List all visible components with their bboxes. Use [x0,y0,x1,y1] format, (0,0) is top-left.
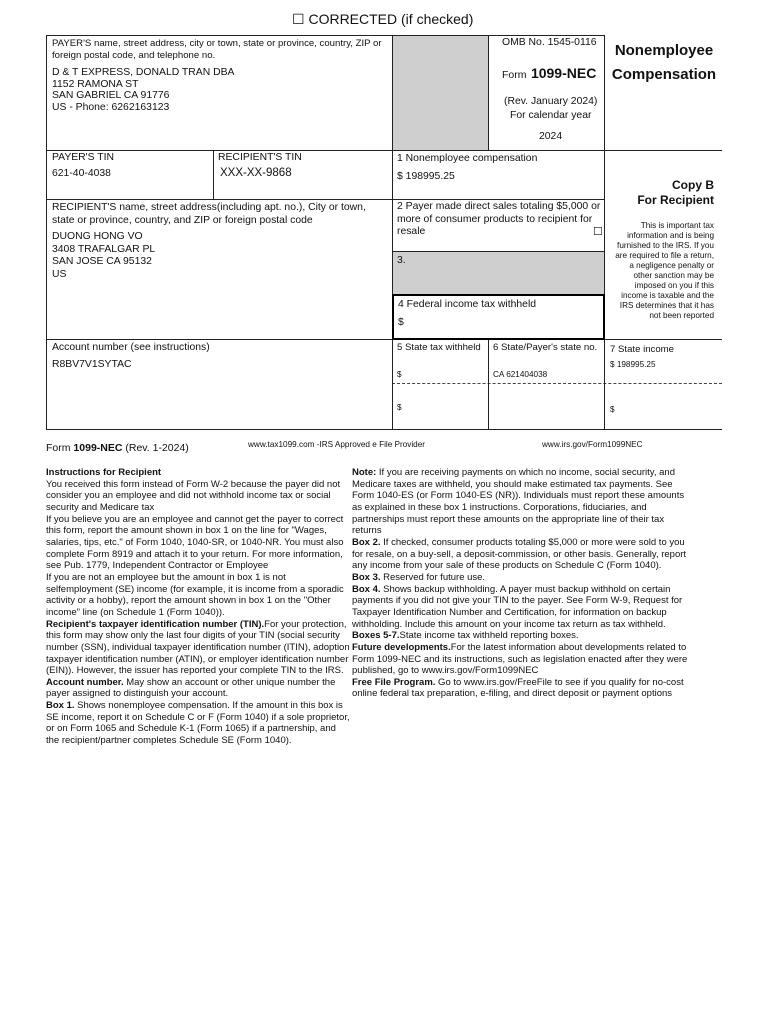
recipient-tin-label: RECIPIENT'S TIN [218,152,302,163]
account-label: Account number (see instructions) [52,342,210,353]
account-value: R8BV7V1SYTAC [52,359,132,370]
corrected-label: CORRECTED (if checked) [308,11,474,27]
instructions-right [352,467,692,700]
instruction-paragraph: If you are not an employee but the amount in box 1 is not selfemployment (SE) income (for example, it is income from a sporadic activity or a hobby), report the amount shown in box 1 on the "Other income" line (on Schedule 1 (Form 1040)). [46,571,344,618]
payer-line: D & T EXPRESS, DONALD TRAN DBA [52,67,235,78]
recipient-line: DUONG HONG VO [52,231,143,242]
calendar-year: 2024 [539,131,563,142]
instruction-paragraph: You received this form instead of Form W-2 because the payer did not consider you an employee and did not withhold income tax or social security and Medicare tax [46,478,341,513]
payer-block [52,67,234,114]
box6-label: 6 State/Payer's state no. [493,342,598,353]
box7-value1: $ 198995.25 [610,360,656,369]
recipient-tin-value: XXX-XX-9868 [220,167,292,179]
instruction-paragraph: Box 2. If checked, consumer products totaling $5,000 or more were sold to you for resale, on a buy-sell, a deposit-commission, or other basis. Generally, report any income from your sale of these products on Schedule C (Form 1040). [352,536,687,572]
instruction-paragraph: If you believe you are an employee and cannot get the payer to correct this form, report the amount shown in box 1 on the line for "Wages, salaries, tips, etc." of Form 1040, 1040-SR, or 1040-NR. You must also complete Form 8919 and attach it to your return. For more information, see Pub. 1779, Independent Contractor or Employee [46,513,344,572]
recipient-line: 3408 TRAFALGAR PL [52,243,156,255]
form-title [606,39,722,87]
instruction-paragraph: Account number. May show an account or other unique number the payer assigned to distinguish your account. [46,676,336,700]
footer-irs-link[interactable]: www.irs.gov/Form1099NEC [542,440,643,449]
instruction-paragraph: Recipient's taxpayer identification number (TIN).For your protection, this form may show only the last four digits of your TIN (social security number (SSN), individual taxpayer identification number (ITIN), adoption taxpayer identification number (ATIN), or employer identification number (EIN)). However, the issuer has reported your complete TIN to the IRS. [46,618,350,677]
copy-title-line1: Copy B [672,178,714,192]
recipient-label: RECIPIENT'S name, street address(including apt. no.), City or town, state or province, country, and ZIP or foreign postal code [52,202,366,226]
box1-label: 1 Nonemployee compensation [397,153,538,164]
calendar-year-label: For calendar year [510,110,592,121]
instructions-left [46,467,350,747]
box2-label: 2 Payer made direct sales totaling $5,000 or more of consumer products to recipient for resale [397,201,601,237]
box5-label: 5 State tax withheld [397,342,481,353]
footer-provider: www.tax1099.com -IRS Approved e File Provider [248,440,426,449]
copy-title [606,178,714,208]
payer-line: US - Phone: 6262163123 [52,101,170,113]
box3-shaded [392,251,604,295]
copy-title-line2: For Recipient [637,193,714,207]
omb-number: OMB No. 1545-0116 [502,37,597,48]
instruction-paragraph: Box 3. Reserved for future use. [352,571,486,583]
corrected-checkbox[interactable]: ☐ [292,11,305,27]
title-line1: Nonemployee [614,42,714,59]
instruction-paragraph: Future developments.For the latest information about developments related to Form 1099-NEC and its instructions, such as legislation enacted after they were published, go to www.irs.gov/Form1099NEC [352,641,688,677]
box2-checkbox[interactable]: ☐ [593,226,603,238]
box3-label: 3. [397,255,406,266]
footer-form-name: 1099-NEC [73,442,123,454]
payer-tin-value: 621-40-4038 [52,168,111,179]
box5-value1: $ [397,370,402,379]
footer-form-rev: (Rev. 1-2024) [125,442,189,454]
corrected-header [292,11,473,27]
recipient-line: US [52,268,67,280]
footer-form-id [46,442,189,454]
instruction-paragraph: Instructions for Recipient [46,467,162,478]
instruction-paragraph: Box 4. Shows backup withholding. A payer must backup withhold on certain payments if you did not give your TIN to the payer. See Form W-9, Request for Taxpayer Identification Number and Certification, for information on backup withholding. Include this amount on your income tax return as tax withheld. [352,583,683,630]
payer-label: PAYER'S name, street address, city or town, state or province, country, ZIP or foreign postal code, and telephone no. [52,38,382,61]
box6-value1: CA 621404038 [493,370,548,379]
form-name: 1099-NEC [530,65,597,81]
payer-tin-label: PAYER'S TIN [52,152,115,163]
payer-line: SAN GABRIEL CA 91776 [52,90,170,101]
box4-value: $ [398,317,404,328]
instruction-paragraph: Free File Program. Go to www.irs.gov/FreeFile to see if you qualify for no-cost online federal tax preparation, e-filing, and direct deposit or payment options [352,676,684,700]
copy-notice: This is important tax information and is being furnished to the IRS. If you are required to file a return, a negligence penalty or other sanction may be imposed on you if this income is taxable and the IRS determines that it has not been reported [615,221,714,320]
box4-label: 4 Federal income tax withheld [398,299,537,310]
box5-value2: $ [397,403,402,412]
box7-value2: $ [610,405,615,414]
instruction-paragraph: Note: If you are receiving payments on which no income, social security, and Medicare taxes are withheld, you should make estimated tax payments. See Form 1040-ES (or Form 1040-ES (NR)). Individuals must report these amounts as explained in these box 1 instructions. Corporations, fiduciaries, and partnerships must report these amounts on the appropriate line of their tax returns [352,467,685,537]
instruction-paragraph: Boxes 5-7.State income tax withheld reporting boxes. [352,630,579,642]
title-line2: Compensation [611,66,717,83]
box1-value: $ 198995.25 [397,171,455,182]
form-prefix: Form [502,69,527,81]
footer-form-prefix: Form [46,442,71,454]
recipient-line: SAN JOSE CA 95132 [52,256,152,267]
recipient-block [52,231,155,281]
shaded-area [392,36,488,150]
instruction-paragraph: Box 1. Shows nonemployee compensation. If the amount in this box is SE income, report it on Schedule C or F (Form 1040) if a sole proprietor, or on Form 1065 and Schedule K-1 (Form 1065) if a partnership, and the recipient/partner completes Schedule SE (Form 1040). [46,700,350,747]
box7-label: 7 State income [610,344,674,355]
form-revision: (Rev. January 2024) [504,96,598,107]
payer-line: 1152 RAMONA ST [52,78,139,90]
form-id [502,65,596,83]
